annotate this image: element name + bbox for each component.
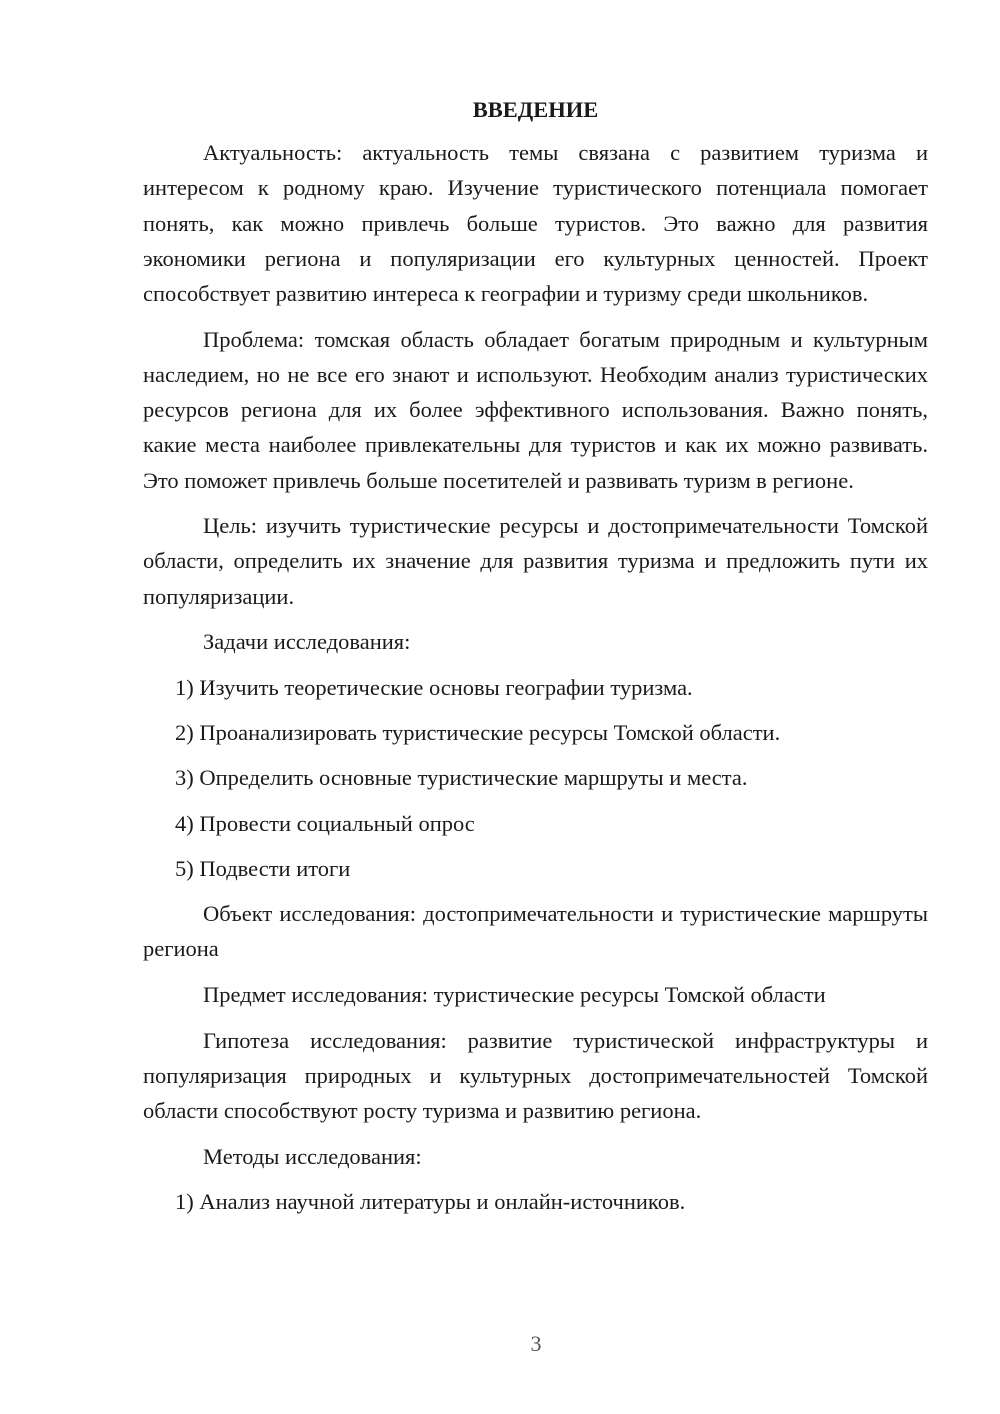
- relevance-paragraph: Актуальность: актуальность темы связана с развитием туризма и интересом к родному краю. Изучение туристического потенциала помогает понять, как можно привлечь больше туристов. Это важно для развития экономики региона и популяризации его культурных ценностей. Проект способствует развитию интереса к географии и туризму среди школьников.: [143, 140, 928, 307]
- goal-paragraph: Цель: изучить туристические ресурсы и достопримечательности Томской области, определить их значение для развития туризма и предложить пути их популяризации.: [143, 513, 928, 609]
- methods-list: [143, 1184, 928, 1219]
- task-item: 4) Провести социальный опрос: [175, 810, 475, 836]
- hypothesis-paragraph: Гипотеза исследования: развитие туристической инфраструктуры и популяризация природных и культурных достопримечательностей Томской области способствуют росту туризма и развитию региона.: [143, 1027, 928, 1124]
- methods-heading: Методы исследования:: [203, 1143, 422, 1169]
- tasks-heading: Задачи исследования:: [203, 629, 411, 655]
- method-item: 1) Анализ научной литературы и онлайн-источников.: [175, 1189, 686, 1215]
- object-paragraph: Объект исследования: достопримечательности и туристические маршруты региона: [143, 901, 928, 962]
- problem-paragraph: Проблема: томская область обладает богатым природным и культурным наследием, но не все его знают и используют. Необходим анализ туристических ресурсов региона для их более эффективного использования. Важно понять, какие места наиболее привлекательны для туристов и как их можно развивать. Это поможет привлечь больше посетителей и развивать туризм в регионе.: [143, 326, 928, 493]
- page-number: 3: [530, 1331, 542, 1356]
- task-item: 3) Определить основные туристические маршруты и места.: [175, 765, 748, 791]
- subject-paragraph: Предмет исследования: туристические ресурсы Томской области: [203, 981, 826, 1007]
- tasks-list: [143, 670, 928, 886]
- page-content: [143, 92, 928, 1230]
- task-item: 1) Изучить теоретические основы географии туризма.: [175, 675, 693, 701]
- page-title: ВВЕДЕНИЕ: [472, 97, 599, 122]
- task-item: 2) Проанализировать туристические ресурсы Томской области.: [175, 720, 781, 746]
- task-item: 5) Подвести итоги: [175, 855, 351, 881]
